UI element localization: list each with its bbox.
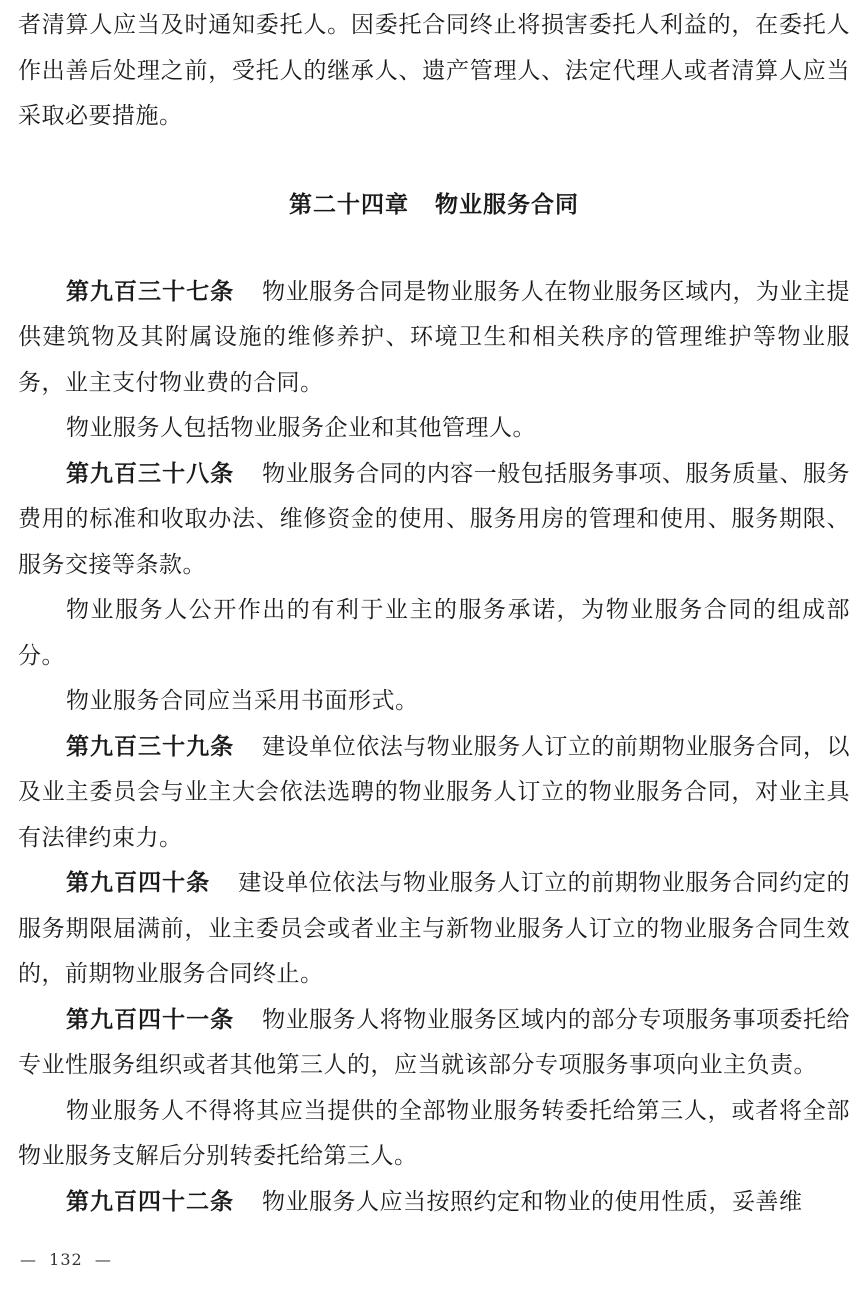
article-number: 第九百三十九条 (66, 733, 235, 760)
article-937 (18, 270, 850, 407)
article-942 (18, 1180, 850, 1226)
article-941 (18, 998, 850, 1089)
article-text: 建设单位依法与物业服务人订立的前期物业服务合同，以及业主委员会与业主大会依法选聘的物业服务人订立的物业服务合同，对业主具有法律约束力。 (18, 733, 850, 851)
page-footer (20, 1250, 112, 1269)
article-938 (18, 452, 850, 589)
chapter-heading (18, 140, 850, 270)
article-938-paragraph-3: 物业服务合同应当采用书面形式。 (66, 688, 419, 714)
article-text: 物业服务人将物业服务区域内的部分专项服务事项委托给专业性服务组织或者其他第三人的，应当就该部分专项服务事项向业主负责。 (18, 1006, 850, 1078)
footer-dash-right: — (94, 1250, 112, 1269)
article-number: 第九百四十条 (66, 870, 211, 896)
article-937-paragraph-2: 物业服务人包括物业服务企业和其他管理人。 (66, 415, 536, 441)
article-number: 第九百三十八条 (66, 460, 235, 487)
footer-dash-left: — (20, 1250, 37, 1269)
article-940 (18, 861, 850, 998)
article-text: 物业服务合同的内容一般包括服务事项、服务质量、服务费用的标准和收取办法、维修资金的使用、服务用房的管理和使用、服务期限、服务交接等条款。 (18, 460, 850, 578)
article-text: 物业服务合同是物业服务人在物业服务区域内，为业主提供建筑物及其附属设施的维修养护、环境卫生和相关秩序的管理维护等物业服务，业主支付物业费的合同。 (18, 278, 850, 396)
article-number: 第九百三十七条 (66, 278, 235, 305)
article-938-paragraph-2: 物业服务人公开作出的有利于业主的服务承诺，为物业服务合同的组成部分。 (18, 597, 850, 669)
continuation-paragraph: 者清算人应当及时通知委托人。因委托合同终止将损害委托人利益的，在委托人作出善后处理之前，受托人的继承人、遗产管理人、法定代理人或者清算人应当采取必要措施。 (18, 12, 850, 129)
chapter-title: 物业服务合同 (435, 191, 579, 218)
article-number: 第九百四十一条 (66, 1006, 235, 1033)
page-number: 132 (49, 1250, 83, 1269)
article-number: 第九百四十二条 (66, 1188, 234, 1215)
article-941-paragraph-2: 物业服务人不得将其应当提供的全部物业服务转委托给第三人，或者将全部物业服务支解后分别转委托给第三人。 (18, 1097, 850, 1169)
article-text: 建设单位依法与物业服务人订立的前期物业服务合同约定的服务期限届满前，业主委员会或者业主与新物业服务人订立的物业服务合同生效的，前期物业服务合同终止。 (18, 870, 850, 987)
article-text: 物业服务人应当按照约定和物业的使用性质，妥善维 (262, 1188, 803, 1215)
chapter-number: 第二十四章 (289, 191, 409, 218)
document-page (18, 0, 850, 1225)
article-939 (18, 725, 850, 862)
